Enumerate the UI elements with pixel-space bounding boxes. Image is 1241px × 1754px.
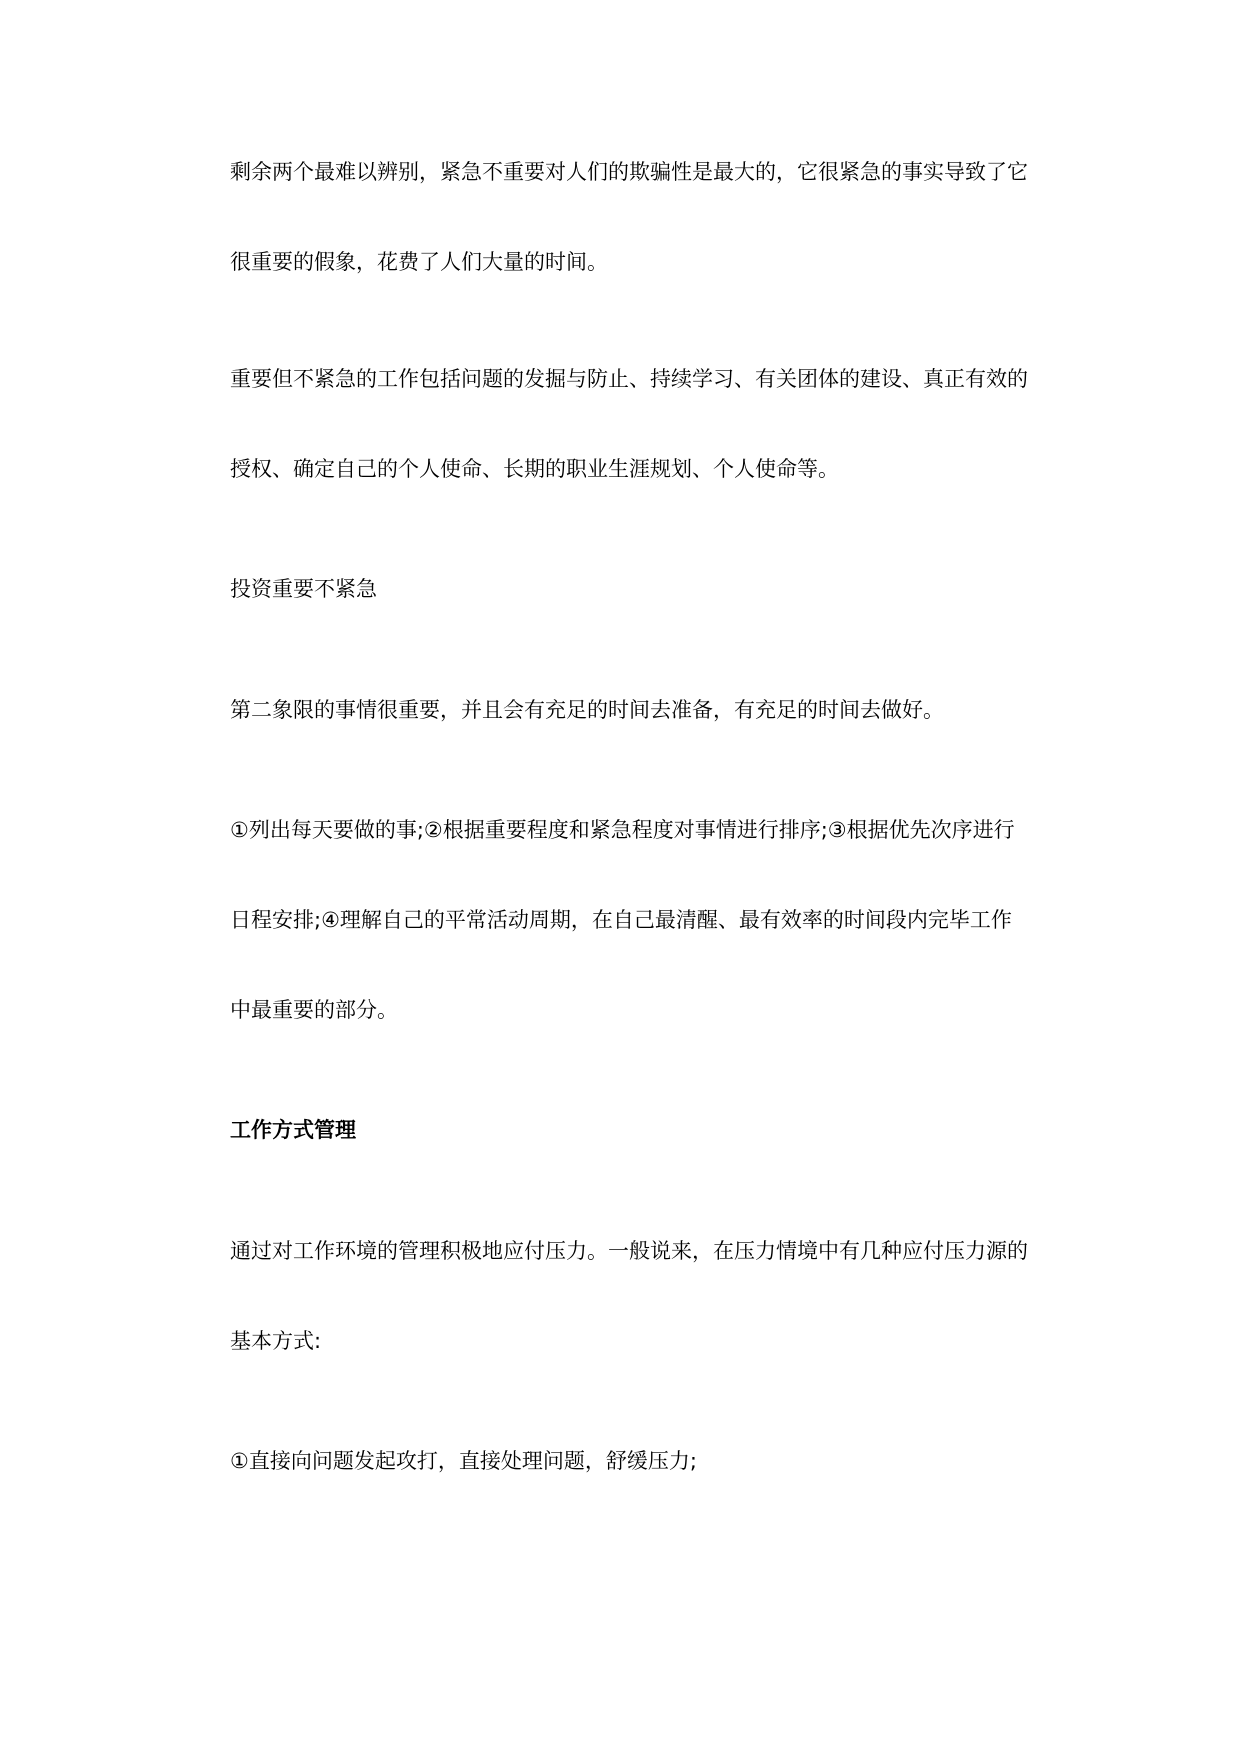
paragraph-line: ①直接向问题发起攻打，直接处理问题，舒缓压力; xyxy=(230,1449,697,1473)
paragraph-line: 通过对工作环境的管理积极地应付压力。一般说来，在压力情境中有几种应付压力源的 xyxy=(230,1239,1028,1263)
paragraph-line: 中最重要的部分。 xyxy=(230,998,398,1022)
paragraph-line: 第二象限的事情很重要，并且会有充足的时间去准备，有充足的时间去做好。 xyxy=(230,698,944,722)
paragraph-line: 重要但不紧急的工作包括问题的发掘与防止、持续学习、有关团体的建设、真正有效的 xyxy=(230,367,1028,391)
paragraph-line: 基本方式: xyxy=(230,1329,322,1353)
paragraph-line: 很重要的假象，花费了人们大量的时间。 xyxy=(230,250,608,274)
paragraph-line: 授权、确定自己的个人使命、长期的职业生涯规划、个人使命等。 xyxy=(230,457,839,481)
section-heading: 工作方式管理 xyxy=(230,1118,356,1142)
paragraph-line: 剩余两个最难以辨别，紧急不重要对人们的欺骗性是最大的，它很紧急的事实导致了它 xyxy=(230,160,1028,184)
paragraph-line: 日程安排;④理解自己的平常活动周期，在自己最清醒、最有效率的时间段内完毕工作 xyxy=(230,908,1012,932)
paragraph-line: ①列出每天要做的事;②根据重要程度和紧急程度对事情进行排序;③根据优先次序进行 xyxy=(230,818,1015,842)
subheading: 投资重要不紧急 xyxy=(230,577,377,601)
